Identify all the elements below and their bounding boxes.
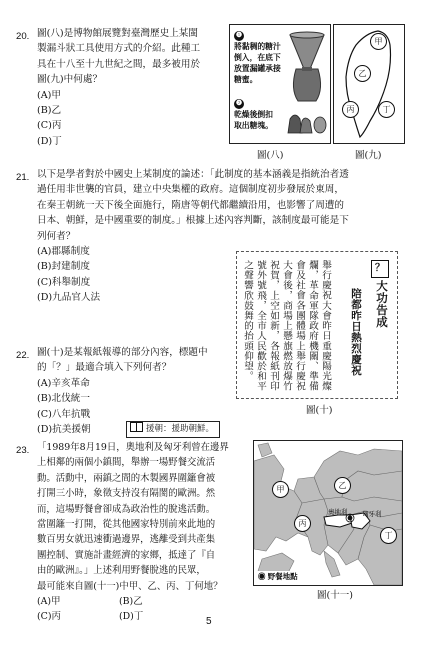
fig8-caption: 圖(八) — [257, 150, 284, 161]
map-label-bing: 丙 — [342, 101, 359, 118]
fig10-col: 爆竹祝賀， — [268, 260, 292, 392]
step-2-icon: ❷ — [235, 100, 243, 107]
q23-line: 而，這場野餐會卻成為政治性的脫逃活動。 — [37, 503, 216, 515]
q23-line: 當圍籬一打開，從其他國家特別前來此地的 — [37, 519, 216, 531]
fig8-step1-text — [234, 29, 281, 85]
q23-options-row2 — [37, 609, 229, 624]
q23-line: 「1989年8月19日，奧地利及匈牙利曾在邊界 — [37, 442, 229, 453]
map-label-bing: 丙 — [294, 515, 311, 532]
q22-option[interactable]: (B)北伐統一 — [37, 393, 90, 405]
map-label-jia: 甲 — [272, 481, 289, 498]
page-number: 5 — [206, 616, 212, 627]
q21-line: 過任用非世襲的官員，建立中央集權的政府。這個制度初步發展於東周， — [37, 184, 344, 196]
map-label-yi: 乙 — [334, 477, 351, 494]
q23-line: 動。活動中，兩鎮之間的木製國界圍籬會被 — [37, 472, 216, 484]
q22-option[interactable]: (A)辛亥革命 — [37, 377, 90, 389]
q21-line: 以下是學者對於中國史上某制度的論述：「此制度的基本涵義是指統治者透 — [37, 169, 349, 180]
map-label-ding: 丁 — [378, 101, 395, 118]
q20-stem — [37, 26, 200, 149]
fig8-line: 取出糖塊。 — [234, 121, 273, 130]
fig10-body — [241, 260, 345, 392]
fig10-headline-main: 大功告成 — [375, 280, 389, 328]
fig10-col: 頭仰望。 — [242, 340, 253, 382]
fig8-step2-text — [234, 97, 273, 131]
q21-option[interactable]: (C)科舉制度 — [37, 276, 91, 288]
q23-option[interactable]: (C)丙 — [37, 611, 61, 623]
q23-line: 上相鄰的兩個小鎮間，舉辦一場野餐交流活 — [37, 457, 216, 469]
q23-option[interactable]: (D)丁 — [119, 611, 144, 623]
figure-11 — [253, 440, 403, 586]
fig10-caption: 圖(十) — [306, 405, 333, 416]
q23-stem — [37, 440, 229, 625]
q21-line: 列何者？ — [37, 230, 76, 242]
fig10-body-text — [241, 260, 332, 392]
map-legend-picnic: ◉ 野餐地點 — [258, 572, 298, 581]
fig11-caption: 圖(十一) — [317, 590, 353, 601]
fig10-headline-sub: 陪都昨日熱烈慶祝 — [350, 288, 362, 376]
fig9-caption: 圖(九) — [355, 150, 382, 161]
q21-number: 21. — [16, 172, 30, 183]
q20-option[interactable]: (D)丁 — [37, 135, 62, 147]
fig10-col: 新，各報紙刊印號外 — [255, 260, 279, 392]
figure-8 — [229, 24, 331, 144]
q23-line: 數百男女就迅速衝過邊界，逃離受到共產集 — [37, 534, 216, 546]
q23-line: 由的歐洲』。」上述利用野餐脫逃的民眾， — [37, 565, 206, 577]
q23-line: 最可能來自圖(十一)中甲、乙、丙、丁何地？ — [37, 580, 223, 592]
fig10-col: 於和平之聲響 — [242, 260, 266, 392]
taiwan-map — [334, 25, 404, 143]
q21-option[interactable]: (D)九品官人法 — [37, 292, 101, 304]
q20-line: 圖(九)中何處？ — [37, 74, 103, 86]
figure-9 — [333, 24, 405, 144]
q20-option[interactable]: (C)丙 — [37, 120, 62, 132]
q22-line: 圖(十)是某報紙報導的部分內容，標題中 — [37, 347, 208, 358]
map-label-austria: 奧地利 — [328, 509, 348, 516]
q23-line: 打開三小時，象徵支持沒有隔閡的歐洲。然 — [37, 488, 216, 500]
fig10-col: 上空如 — [268, 290, 279, 321]
q21-option[interactable]: (B)封建制度 — [37, 261, 90, 273]
q22-note-text: 援朝：援助朝鮮。 — [146, 424, 215, 434]
q21-option[interactable]: (A)郡縣制度 — [37, 246, 90, 258]
fig10-headline-question: ？ — [371, 260, 389, 278]
fig8-line: 倒入，在底下 — [234, 53, 281, 62]
q23-option[interactable]: (B)乙 — [119, 596, 143, 608]
map-label-yi: 乙 — [354, 65, 371, 82]
sugar-pot-illustration — [286, 29, 328, 139]
fig10-col: 革命軍隊政府機關、 — [307, 280, 318, 372]
q23-number: 23. — [16, 445, 30, 456]
q22-option[interactable]: (D)抗美援朝 — [37, 424, 91, 436]
step-1-icon: ❶ — [235, 32, 243, 39]
q23-options-row1 — [37, 594, 229, 609]
fig8-line: 乾燥後倒扣 — [234, 110, 273, 119]
q23-option[interactable]: (A)甲 — [37, 596, 61, 608]
fig8-line: 放置漏罐承接 — [234, 64, 281, 73]
q22-note — [126, 421, 220, 438]
fig10-col: 欣鼓舞的抬 — [242, 290, 253, 341]
fig8-line: 糖蜜。 — [234, 75, 258, 84]
q22-option[interactable]: (C)八年抗戰 — [37, 408, 91, 420]
fig10-col: 號飛 — [255, 280, 266, 301]
fig8-line: 將黏稠的糖汁 — [234, 42, 281, 51]
fig10-col: 昨日重慶陽光燦爛， — [307, 260, 331, 392]
fig10-col: 後，商場上懸旗燃放 — [281, 280, 292, 372]
fig10-col: ，全市人民歡 — [255, 300, 266, 362]
q21-line: 在秦王朝統一天下後全面施行，隋唐等朝代都繼續沿用，也影響了周遭的 — [37, 199, 344, 211]
map-label-hungary: 匈牙利 — [362, 511, 382, 518]
book-icon — [130, 422, 143, 432]
map-label-jia: 甲 — [370, 33, 387, 50]
map-label-ding: 丁 — [380, 527, 397, 544]
figure-10 — [236, 251, 398, 399]
q20-line: 製漏斗狀工具使用方式的介紹。此種工 — [37, 43, 201, 55]
fig10-col: 準備會及社會各團體 — [294, 260, 318, 392]
q20-line: 具在十八至十九世紀之間，最多被用於 — [37, 58, 201, 70]
q23-line: 團控制、實施計畫經濟的家鄉，抵達了『自 — [37, 549, 216, 561]
q21-line: 日本、朝鮮，是中國重要的制度。」根據上述內容判斷，該制度最可能是下 — [37, 215, 349, 227]
q20-option[interactable]: (A)甲 — [37, 89, 62, 101]
q20-option[interactable]: (B)乙 — [37, 105, 62, 117]
q22-number: 22. — [16, 350, 30, 361]
fig10-headline — [365, 256, 393, 394]
fig10-col: 場上舉行慶祝大會 — [281, 260, 305, 392]
q22-line: 的「？」最適合填入下列何者？ — [37, 362, 172, 374]
q20-number: 20. — [16, 31, 30, 42]
q20-line: 圖(八)是博物館展覽對臺灣歷史上某閩 — [37, 28, 198, 39]
fig10-col: 舉行慶祝大會 — [320, 260, 331, 321]
